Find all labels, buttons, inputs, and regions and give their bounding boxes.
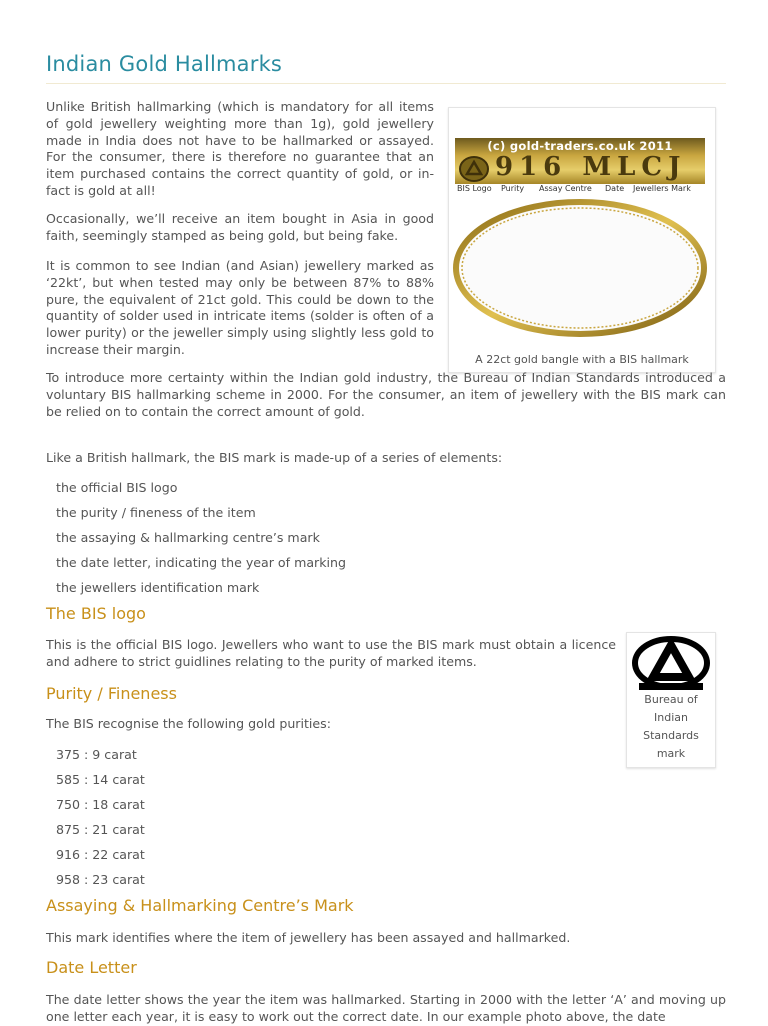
list-item: the jewellers identification mark	[56, 580, 260, 595]
caption-line: Indian	[654, 711, 688, 724]
stamp-text: 916 MLCJ	[495, 152, 687, 182]
intro-paragraph-3: It is common to see Indian (and Asian) jewellery marked as ‘22kt’, but when tested may only be between 87% to 88% pure, the equivalent of 21ct gold. This could be down to the quantity of solder used in intricate items (solder is often of a lower purity) or the jeweller simply using slightly less gold to increase their margin.	[46, 258, 434, 357]
bis-logo-caption	[627, 691, 715, 763]
intro-paragraph-2: Occasionally, we’ll receive an item bought in Asia in good faith, seemingly stamped as being gold, but being fake.	[46, 211, 434, 243]
assay-paragraph: This mark identifies where the item of jewellery has been assayed and hallmarked.	[46, 930, 571, 945]
label-assay-centre: Assay Centre	[539, 184, 592, 193]
section-heading-bis-logo: The BIS logo	[46, 604, 146, 623]
list-item: 585 : 14 carat	[56, 772, 145, 787]
section-heading-date-letter: Date Letter	[46, 958, 137, 977]
section-heading-purity: Purity / Fineness	[46, 684, 177, 703]
list-item: 875 : 21 carat	[56, 822, 145, 837]
intro-paragraph-5: Like a British hallmark, the BIS mark is made-up of a series of elements:	[46, 450, 503, 465]
hallmark-labels	[455, 184, 705, 196]
intro-paragraph-4-text: To introduce more certainty within the Indian gold industry, the Bureau of Indian Standards introduced a voluntary BIS hallmarking scheme in 2000. For the consumer, an item of jewellery with the BIS mark can be relied on to contain the correct amount of gold.	[46, 370, 726, 419]
figure-caption: A 22ct gold bangle with a BIS hallmark	[475, 353, 689, 366]
list-item: 916 : 22 carat	[56, 847, 145, 862]
section-heading-assay: Assaying & Hallmarking Centre’s Mark	[46, 896, 354, 915]
caption-line: Standards	[643, 729, 699, 742]
date-letter-paragraph: The date letter shows the year the item was hallmarked. Starting in 2000 with the letter ‘A’ and moving up one letter each year, it is easy to work out the correct date. In our example photo above, the date	[46, 992, 726, 1024]
title-divider	[46, 83, 726, 84]
bis-logo-figure	[626, 632, 716, 768]
list-item: the date letter, indicating the year of marking	[56, 555, 347, 570]
bis-logo-icon	[631, 635, 711, 693]
label-bis-logo: BIS Logo	[457, 184, 492, 193]
list-item: 750 : 18 carat	[56, 797, 145, 812]
label-jewellers-mark: Jewellers Mark	[633, 184, 691, 193]
purity-paragraph: The BIS recognise the following gold purities:	[46, 716, 331, 731]
page-title: Indian Gold Hallmarks	[46, 52, 283, 76]
list-item: 958 : 23 carat	[56, 872, 145, 887]
label-purity: Purity	[501, 184, 525, 193]
caption-line: Bureau of	[644, 693, 698, 706]
hallmark-photo	[455, 138, 705, 196]
list-item: 375 : 9 carat	[56, 747, 137, 762]
caption-line: mark	[656, 747, 686, 760]
label-date: Date	[605, 184, 625, 193]
photo-copyright: (c) gold-traders.co.uk 2011	[487, 139, 673, 153]
bangle-figure	[448, 107, 716, 373]
bis-logo-paragraph: This is the official BIS logo. Jewellers who want to use the BIS mark must obtain a licence and adhere to strict guidlines relating to the purity of marked items.	[46, 637, 616, 669]
list-item: the purity / fineness of the item	[56, 505, 256, 520]
list-item: the assaying & hallmarking centre’s mark	[56, 530, 320, 545]
list-item: the official BIS logo	[56, 480, 178, 495]
intro-paragraph-1: Unlike British hallmarking (which is mandatory for all items of gold jewellery weighting more than 1g), gold jewellery made in India does not have to be hallmarked or assayed. For the consumer, there is therefore no guarantee that an item purchased contains the correct quantity of gold, or in-fact is gold at all!	[46, 99, 434, 198]
intro-paragraph-4	[46, 370, 726, 420]
bangle-image	[451, 196, 709, 346]
